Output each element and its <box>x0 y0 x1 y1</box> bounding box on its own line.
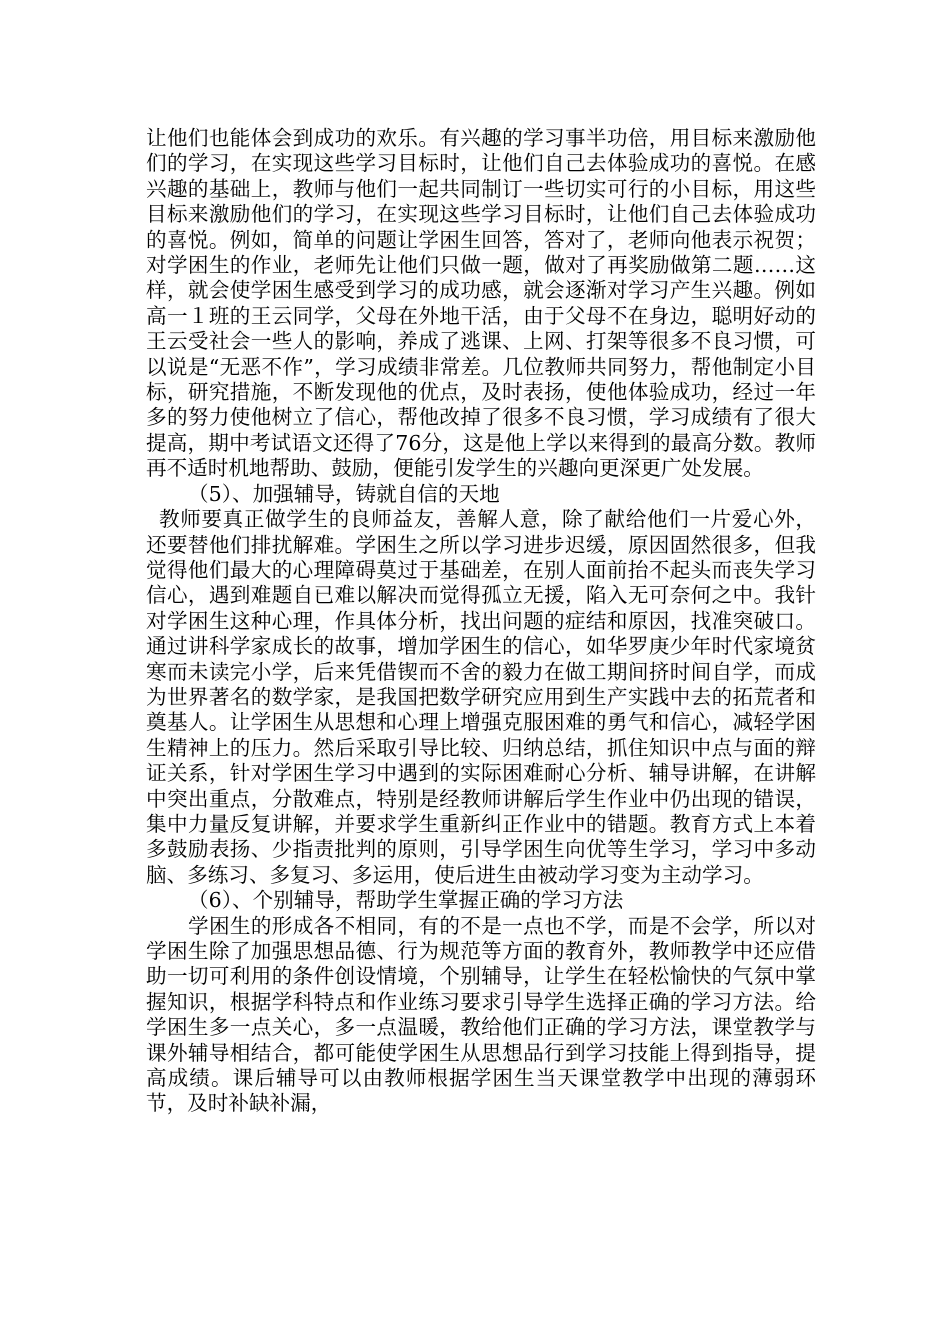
body-paragraph-1: 让他们也能体会到成功的欢乐。有兴趣的学习事半功倍，用目标来激励他们的学习，在实现这些学习目标时，让他们自己去体验成功的喜悦。在感兴趣的基础上，教师与他们一起共同制订一些切实可行的小目标，用这些目标来激励他们的学习，在实现这些学习目标时，让他们自己去体验成功的喜悦。例如，简单的问题让学困生回答，答对了，老师向他表示祝贺；对学困生的作业，老师先让他们只做一题，做对了再奖励做第二题……这样，就会使学困生感受到学习的成功感，就会逐渐对学习产生兴趣。例如高一１班的王云同学，父母在外地干活，由于父母不在身边，聪明好动的王云受社会一些人的影响，养成了逃课、上网、打架等很多不良习惯，可以说是“无恶不作”，学习成绩非常差。几位教师共同努力，帮他制定小目标，研究措施，不断发现他的优点，及时表扬，使他体验成功，经过一年多的努力使他树立了信心，帮他改掉了很多不良习惯，学习成绩有了很大提高，期中考试语文还得了76分，这是他上学以来得到的最高分数。教师再不适时机地帮助、鼓励，便能引发学生的兴趣向更深更广处发展。 <box>146 126 816 481</box>
section-heading-5: （5）、加强辅导，铸就自信的天地 <box>188 481 500 506</box>
document-page <box>146 126 816 1117</box>
body-paragraph-3: 学困生的形成各不相同，有的不是一点也不学，而是不会学，所以对学困生除了加强思想品德、行为规范等方面的教育外，教师教学中还应借助一切可利用的条件创设情境，个别辅导，让学生在轻松愉快的气氛中掌握知识，根据学科特点和作业练习要求引导学生选择正确的学习方法。给学困生多一点关心，多一点温暖，教给他们正确的学习方法，课堂教学与课外辅导相结合，都可能使学困生从思想品行到学习技能上得到指导，提高成绩。课后辅导可以由教师根据学困生当天课堂教学中出现的薄弱环节，及时补缺补漏， <box>146 913 816 1116</box>
body-paragraph-2: 教师要真正做学生的良师益友，善解人意，除了献给他们一片爱心外，还要替他们排扰解难。学困生之所以学习进步迟缓，原因固然很多，但我觉得他们最大的心理障碍莫过于基础差，在别人面前抬不起头而丧失学习信心，遇到难题自已难以解决而觉得孤立无援，陷入无可奈何之中。我针对学困生这种心理，作具体分析，找出问题的症结和原因，找准突破口。通过讲科学家成长的故事，增加学困生的信心，如华罗庚少年时代家境贫寒而未读完小学，后来凭借锲而不舍的毅力在做工期间挤时间自学，而成为世界著名的数学家，是我国把数学研究应用到生产实践中去的拓荒者和奠基人。让学困生从思想和心理上增强克服困难的勇气和信心，减轻学困生精神上的压力。然后采取引导比较、归纳总结，抓住知识中点与面的辩证关系，针对学困生学习中遇到的实际困难耐心分析、辅导讲解，在讲解中突出重点，分散难点，特别是经教师讲解后学生作业中仍出现的错误，集中力量反复讲解，并要求学生重新纠正作业中的错题。教育方式上本着多鼓励表扬、少指责批判的原则，引导学困生向优等生学习，学习中多动脑、多练习、多复习、多运用，使后进生由被动学习变为主动学习。 <box>146 507 816 887</box>
section-heading-6: （6）、个别辅导，帮助学生掌握正确的学习方法 <box>188 888 624 913</box>
